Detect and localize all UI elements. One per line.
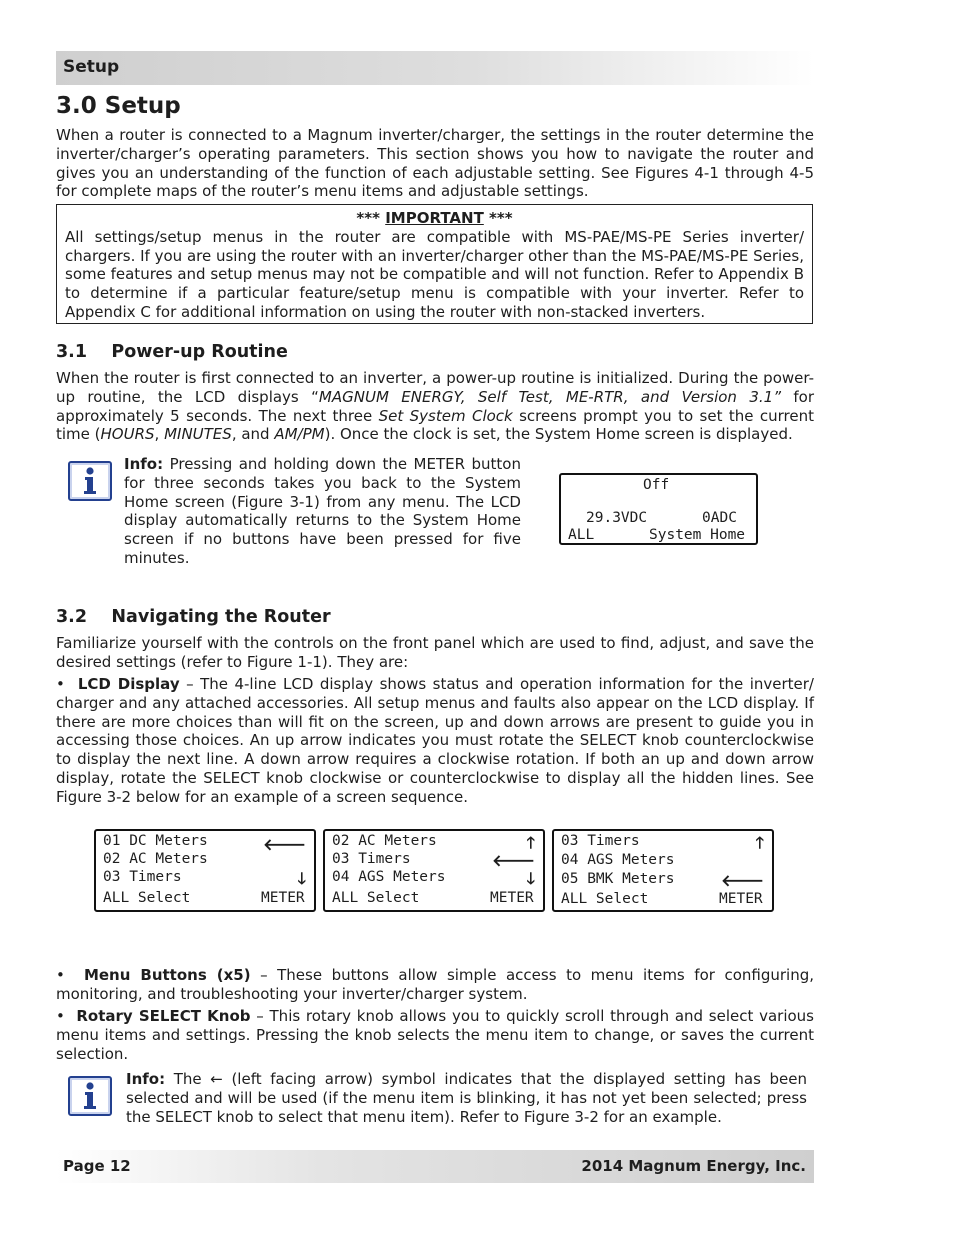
info-note-meter: Info: Pressing and holding down the METER button for three seconds takes you back to the System Home screen (Figure 3-1) from any menu. The LCD display automatically returns to the System Home screen if no buttons have been pressed for five minutes. (124, 455, 521, 567)
left-arrow-icon: 🡐 (263, 835, 306, 854)
lcd-display-bullet: • LCD Display – The 4-line LCD display shows status and operation information for the inverter/ charger and any attached accessories. All setup menus and faults also appear on the LCD display. If there are more choices than will fit on the screen, up and down arrows are present to guide you in accessing those choices. An up arrow indicates you must rotate the SELECT knob counterclockwise to display the next line. A down arrow requires a clockwise rotation. If both an up and down arrow display, rotate the SELECT knob clockwise or counterclockwise to display all the hidden lines. See Figure 3-2 below for an example of a screen sequence. (56, 675, 814, 806)
down-arrow-icon: 🡓 (297, 869, 306, 888)
left-arrow-icon: 🡐 (492, 851, 535, 870)
running-header (56, 51, 814, 85)
power-up-paragraph: When the router is first connected to an inverter, a power-up routine is initialized. During the power-up routine, the LCD displays “MAGNUM ENERGY, Self Test, ME-RTR, and Version 3.1” for approximately 5 seconds. The next three Set System Clock screens prompt you to set the current time (HOURS, MINUTES, and AM/PM). Once the clock is set, the System Home screen is displayed. (56, 369, 814, 444)
power-up-heading: 3.1 Power-up Routine (56, 342, 288, 362)
system-home-lcd: Off 29.3VDC 0ADC ALL System Home (559, 473, 758, 545)
important-label: IMPORTANT (385, 209, 484, 227)
up-arrow-icon: 🡑 (526, 833, 535, 852)
menu-screen-1: 01 DC Meters 🡐 02 AC Meters 03 Timers 🡓 ALL Select METER (94, 829, 316, 912)
info-icon (68, 461, 112, 501)
menu-screen-3: 03 Timers 🡑 04 AGS Meters 05 BMK Meters 🡐 ALL Select METER (552, 829, 774, 912)
important-notice (56, 204, 813, 324)
select-knob-bullet: • Rotary SELECT Knob – This rotary knob allows you to quickly scroll through and select various menu items and settings. Pressing the knob selects the menu item to change, or saves the current selection. (56, 1007, 815, 1063)
important-text: All settings/setup menus in the router are compatible with MS-PAE/MS-PE Series inverter/ chargers. If you are using the router with an inverter/charger other than the MS-PAE/MS-PE Series, some features and setup menus may not be compatible and will not function. Refer to Appendix B to determine if a particular feature/setup menu is compatible with your inverter. Refer to Appendix C for additional information on using the router with non-stacked inverters. (65, 227, 804, 321)
navigating-heading: 3.2 Navigating the Router (56, 607, 331, 627)
info-icon (68, 1076, 112, 1116)
section-title: 3.0 Setup (56, 93, 181, 119)
important-title: *** IMPORTANT *** (356, 209, 513, 227)
menu-screen-2: 02 AC Meters 🡑 03 Timers 🡐 04 AGS Meters 🡓 ALL Select METER (323, 829, 545, 912)
intro-paragraph: When a router is connected to a Magnum inverter/charger, the settings in the router determine the inverter/charger’s operating parameters. This section shows you how to navigate the router and gives you an understanding of the function of each adjustable setting. See Figures 4-1 through 4-5 for complete maps of the router’s menu items and adjustable settings. (56, 126, 814, 201)
page-footer (56, 1150, 814, 1183)
footer-copyright: 2014 Magnum Energy, Inc. (581, 1157, 806, 1175)
up-arrow-icon: 🡑 (755, 833, 764, 852)
info-note-arrow: Info: The ← (left facing arrow) symbol indicates that the displayed setting has been selected and will be used (if the menu item is blinking, it has not yet been selected; press the SELECT knob to select that menu item). Refer to Figure 3-2 for an example. (126, 1070, 807, 1126)
down-arrow-icon: 🡓 (526, 869, 535, 888)
page-number: Page 12 (63, 1157, 131, 1175)
menu-buttons-bullet: • Menu Buttons (x5) – These buttons allow simple access to menu items for configuring, monitoring, and troubleshooting your inverter/charger system. (56, 966, 814, 1003)
running-header-label: Setup (63, 57, 120, 77)
left-arrow-icon: 🡐 (721, 871, 764, 890)
navigating-paragraph: Familiarize yourself with the controls on the front panel which are used to find, adjust, and save the desired settings (refer to Figure 1-1). They are: (56, 634, 814, 671)
